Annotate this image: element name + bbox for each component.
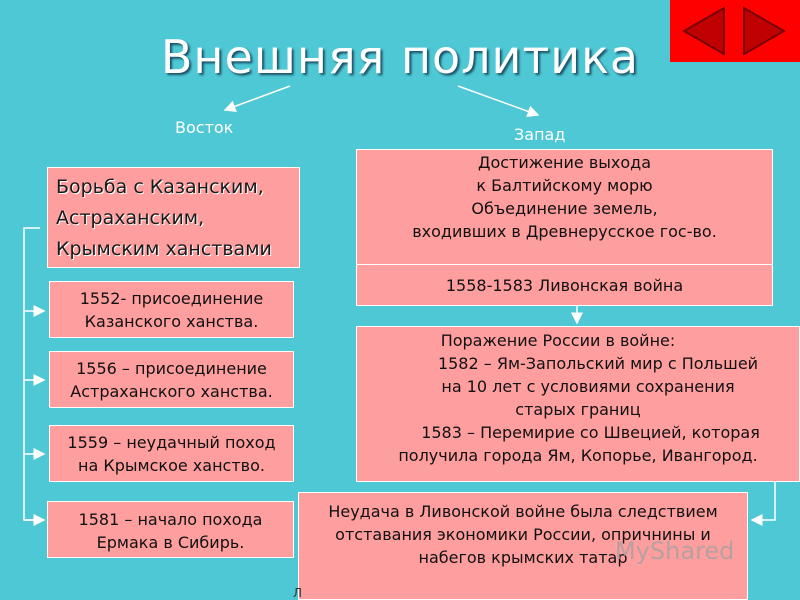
defeat-line: 1583 – Перемирие со Швецией, которая [421, 423, 760, 442]
defeat-line: получила города Ям, Копорье, Ивангород. [398, 446, 758, 465]
divider [357, 264, 772, 265]
east-main-line: Крымским ханствами [56, 238, 272, 260]
war-label: 1558-1583 Ливонская война [445, 276, 684, 295]
defeat-line: старых границ [515, 400, 641, 419]
footer-text: Л [293, 586, 303, 600]
east-event-box [47, 501, 294, 558]
west-goal-text [357, 150, 772, 266]
conclusion-line: Неудача в Ливонской войне была следствием [328, 502, 718, 521]
conclusion-line: набегов крымских татар [418, 548, 628, 567]
event-line: 1581 – начало похода [78, 510, 263, 529]
conclusion-line: отставания экономики России, опричнины и [335, 525, 711, 544]
watermark-logo: MyShared [615, 537, 735, 565]
east-event-box [49, 425, 294, 482]
goal-line: к Балтийскому морю [476, 176, 653, 195]
east-bracket [24, 228, 40, 520]
west-goal-box [356, 149, 773, 306]
east-event-box [49, 351, 294, 408]
arrow-defeat-to-conclusion [752, 482, 775, 520]
direction-east-label: Восток [175, 118, 234, 137]
west-defeat-box [356, 326, 800, 482]
east-main-line: Астраханским, [56, 207, 205, 229]
event-line: Казанского ханства. [84, 312, 259, 331]
direction-west-label: Запад [514, 125, 566, 144]
east-main-box [47, 167, 300, 268]
defeat-line: Поражение России в войне: [440, 331, 676, 350]
event-line: на Крымское ханство. [78, 456, 265, 475]
defeat-line: на 10 лет с условиями сохранения [441, 377, 735, 396]
arrow-to-east [225, 86, 290, 110]
event-line: 1559 – неудачный поход [67, 433, 276, 452]
event-line: Ермака в Сибирь. [96, 533, 245, 552]
arrow-to-west [458, 86, 538, 115]
defeat-line: 1582 – Ям-Запольский мир с Польшей [437, 354, 759, 373]
page-title: Внешняя политика [160, 30, 640, 84]
goal-line: Объединение земель, [471, 199, 658, 218]
goal-line: Достижение выхода [477, 153, 652, 172]
event-line: 1556 – присоединение [76, 359, 267, 378]
east-main-line: Борьба с Казанским, [56, 176, 264, 198]
east-event-box [49, 281, 294, 338]
event-line: Астраханского ханства. [70, 382, 273, 401]
goal-line: входивших в Древнерусское гос-во. [412, 222, 717, 241]
event-line: 1552- присоединение [79, 289, 264, 308]
